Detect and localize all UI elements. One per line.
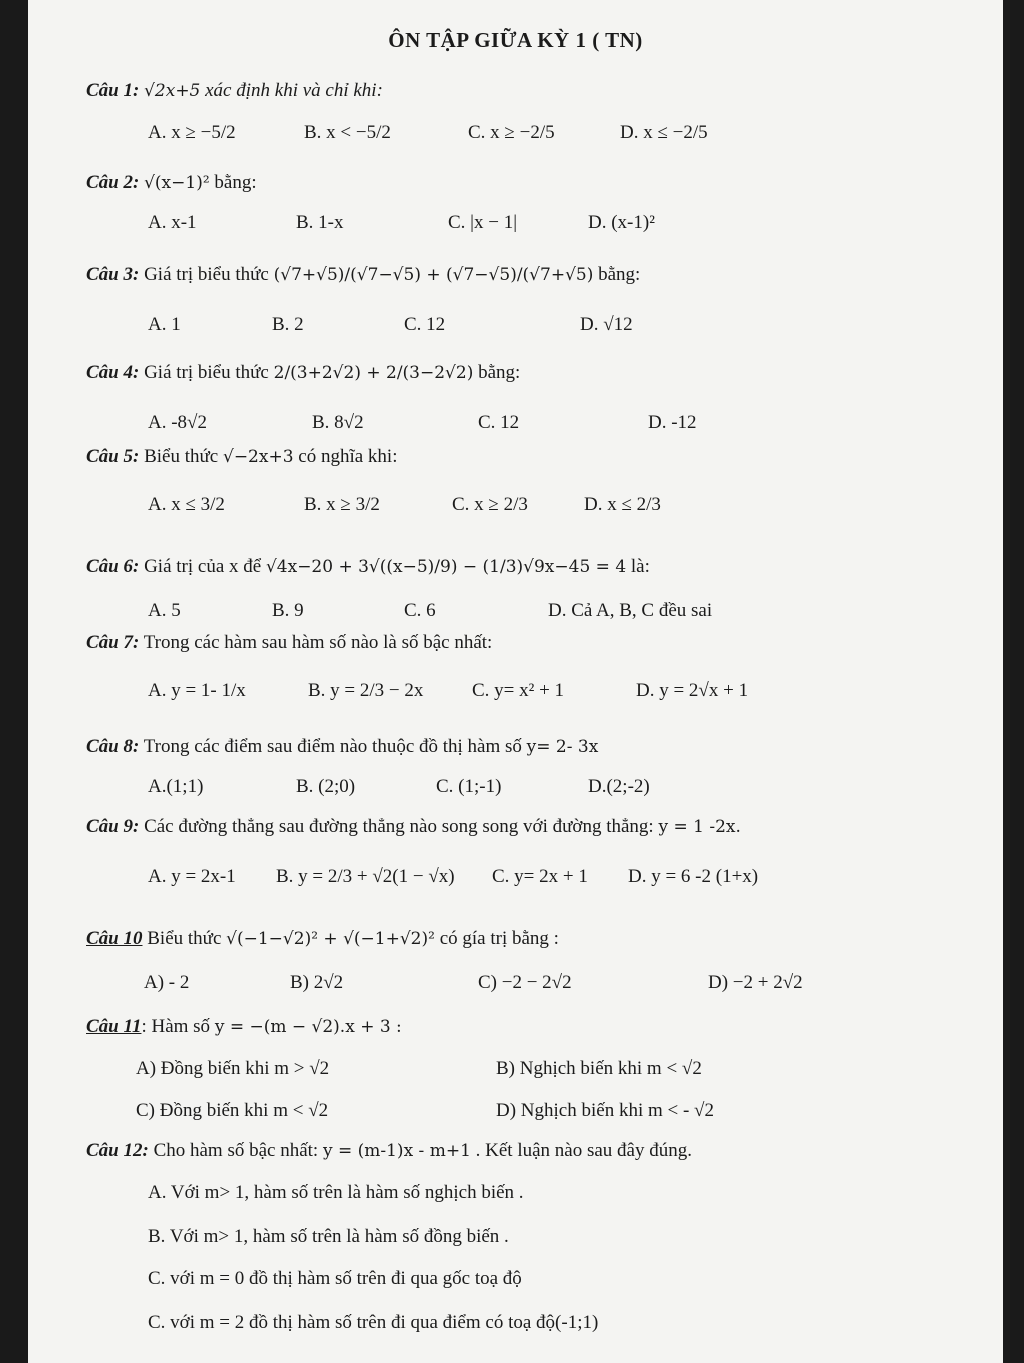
q5-option-a: A. x ≤ 3/2 xyxy=(148,494,225,515)
q7-option-b: B. y = 2/3 − 2x xyxy=(308,680,424,701)
q11-option-a: A) Đồng biến khi m > √2 xyxy=(136,1058,330,1079)
q7-option-d: D. y = 2√x + 1 xyxy=(636,680,749,701)
question-expression: y = 1 -2x. xyxy=(658,817,741,837)
question-text-2: có nghĩa khi: xyxy=(293,446,398,467)
q3-option-a: A. 1 xyxy=(148,314,181,335)
q8-option-c: C. (1;-1) xyxy=(436,776,502,797)
q2-option-c: C. |x − 1| xyxy=(448,212,517,233)
q12-option-b: B. Với m> 1, hàm số trên là hàm số đồng biến . xyxy=(148,1226,509,1247)
q9-option-c: C. y= 2x + 1 xyxy=(492,866,588,887)
question-expression: (√7+√5)/(√7−√5) + (√7−√5)/(√7+√5) xyxy=(273,265,594,285)
question-label: Câu 9: xyxy=(86,816,140,837)
question-label: Câu 11 xyxy=(86,1016,142,1037)
question-expression: y = (m-1)x - m+1 xyxy=(322,1141,471,1161)
q11-option-d: D) Nghịch biến khi m < - √2 xyxy=(496,1100,714,1121)
q7-option-a: A. y = 1- 1/x xyxy=(148,680,246,701)
q8-option-d: D.(2;-2) xyxy=(588,776,650,797)
q2-option-a: A. x-1 xyxy=(148,212,197,233)
question-label: Câu 7: xyxy=(86,632,140,653)
question-5 xyxy=(86,446,397,468)
q9-option-a: A. y = 2x-1 xyxy=(148,866,236,887)
q11-option-b: B) Nghịch biến khi m < √2 xyxy=(496,1058,702,1079)
question-1 xyxy=(86,80,383,102)
q7-option-c: C. y= x² + 1 xyxy=(472,680,565,701)
question-text: xác định khi và chỉ khi: xyxy=(200,80,383,101)
q9-option-b: B. y = 2/3 + √2(1 − √x) xyxy=(276,866,455,887)
q10-option-a: A) - 2 xyxy=(144,972,190,993)
question-text: Các đường thẳng sau đường thẳng nào song song với đường thẳng: xyxy=(139,816,654,837)
q6-option-c: C. 6 xyxy=(404,600,436,621)
question-label: Câu 2: xyxy=(86,172,140,193)
q10-option-b: B) 2√2 xyxy=(290,972,344,993)
question-expression: √4x−20 + 3√((x−5)/9) − (1/3)√9x−45 = 4 xyxy=(265,557,627,577)
question-text: Trong các điểm sau điểm nào thuộc đồ thị hàm số xyxy=(139,736,522,757)
question-label: Câu 6: xyxy=(86,556,140,577)
question-text: Biểu thức xyxy=(142,928,222,949)
q8-option-a: A.(1;1) xyxy=(148,776,204,797)
q2-option-d: D. (x-1)² xyxy=(588,212,655,233)
q12-option-d: C. với m = 2 đồ thị hàm số trên đi qua điểm có toạ độ(-1;1) xyxy=(148,1312,599,1333)
question-expression: √(−1−√2)² + √(−1+√2)² xyxy=(226,929,435,949)
question-label: Câu 8: xyxy=(86,736,140,757)
question-label: Câu 3: xyxy=(86,264,140,285)
question-text-2: bằng: xyxy=(593,264,641,285)
question-11 xyxy=(86,1016,402,1038)
q4-option-d: D. -12 xyxy=(648,412,697,433)
q5-option-c: C. x ≥ 2/3 xyxy=(452,494,528,515)
question-text-2: có gía trị bằng : xyxy=(434,928,559,949)
question-text-2: là: xyxy=(626,556,650,577)
question-2 xyxy=(86,172,257,194)
q10-option-c: C) −2 − 2√2 xyxy=(478,972,572,993)
page-title: ÔN TẬP GIỮA KỲ 1 ( TN) xyxy=(388,28,643,52)
question-4 xyxy=(86,362,520,384)
question-10 xyxy=(86,928,559,950)
question-9 xyxy=(86,816,741,838)
question-expression: √(x−1)² xyxy=(144,173,210,193)
question-text: Trong các hàm sau hàm số nào là số bậc nhất: xyxy=(139,632,493,653)
q4-option-b: B. 8√2 xyxy=(312,412,364,433)
question-text: Giá trị của x để xyxy=(139,556,262,577)
worksheet-page xyxy=(28,0,1003,1363)
q4-option-a: A. -8√2 xyxy=(148,412,207,433)
question-label: Câu 12: xyxy=(86,1140,149,1161)
q5-option-b: B. x ≥ 3/2 xyxy=(304,494,380,515)
question-label: Câu 4: xyxy=(86,362,140,383)
q9-option-d: D. y = 6 -2 (1+x) xyxy=(628,866,759,887)
question-7 xyxy=(86,632,492,654)
question-8 xyxy=(86,736,598,758)
q10-option-d: D) −2 + 2√2 xyxy=(708,972,803,993)
q12-option-c: C. với m = 0 đồ thị hàm số trên đi qua gốc toạ độ xyxy=(148,1268,522,1289)
question-text: Cho hàm số bậc nhất: xyxy=(148,1140,319,1161)
q6-option-b: B. 9 xyxy=(272,600,304,621)
q12-option-a: A. Với m> 1, hàm số trên là hàm số nghịch biến . xyxy=(148,1182,524,1203)
question-label: Câu 1: xyxy=(86,80,140,101)
q4-option-c: C. 12 xyxy=(478,412,520,433)
q1-option-d: D. x ≤ −2/5 xyxy=(620,122,708,143)
question-text-2: . Kết luận nào sau đây đúng. xyxy=(470,1140,692,1161)
question-3 xyxy=(86,264,640,286)
question-text: Giá trị biểu thức xyxy=(139,362,269,383)
question-6 xyxy=(86,556,650,578)
question-text: bằng: xyxy=(209,172,257,193)
q2-option-b: B. 1-x xyxy=(296,212,344,233)
q1-option-c: C. x ≥ −2/5 xyxy=(468,122,555,143)
question-text: Biểu thức xyxy=(139,446,219,467)
question-expression: 2/(3+2√2) + 2/(3−2√2) xyxy=(273,363,474,383)
q3-option-c: C. 12 xyxy=(404,314,446,335)
question-label: Câu 10 xyxy=(86,928,143,949)
question-12 xyxy=(86,1140,692,1162)
q3-option-d: D. √12 xyxy=(580,314,633,335)
question-text: : Hàm số xyxy=(141,1016,211,1037)
question-text-2: bằng: xyxy=(473,362,521,383)
q5-option-d: D. x ≤ 2/3 xyxy=(584,494,661,515)
question-expression: y = −(m − √2).x + 3 : xyxy=(214,1017,402,1037)
q11-option-c: C) Đồng biến khi m < √2 xyxy=(136,1100,329,1121)
question-label: Câu 5: xyxy=(86,446,140,467)
q1-option-a: A. x ≥ −5/2 xyxy=(148,122,236,143)
question-expression: √−2x+3 xyxy=(222,447,294,467)
question-expression: y= 2- 3x xyxy=(526,737,599,757)
q6-option-d: D. Cả A, B, C đều sai xyxy=(548,600,713,621)
q6-option-a: A. 5 xyxy=(148,600,181,621)
q8-option-b: B. (2;0) xyxy=(296,776,356,797)
question-text: Giá trị biểu thức xyxy=(139,264,269,285)
question-expression: √2x+5 xyxy=(144,81,201,101)
q1-option-b: B. x < −5/2 xyxy=(304,122,391,143)
q3-option-b: B. 2 xyxy=(272,314,304,335)
